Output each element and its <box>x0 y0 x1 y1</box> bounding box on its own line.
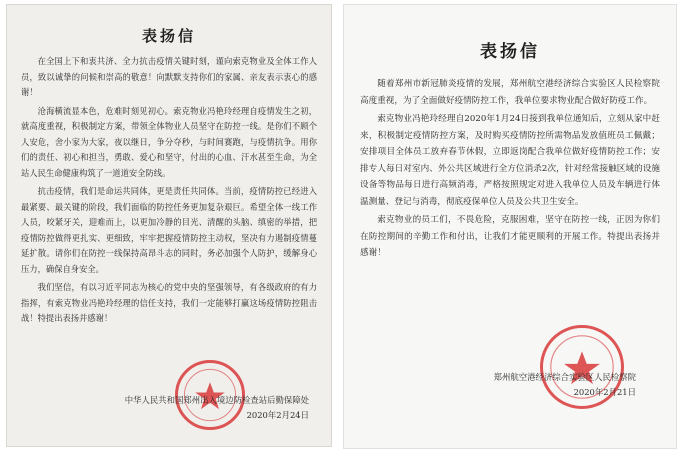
signature-block <box>125 393 309 423</box>
letter-title: 表扬信 <box>480 42 540 62</box>
letter-title: 表扬信 <box>141 27 196 45</box>
letter-paragraph: 抗击疫情，我们是命运共同体，更是责任共同体。当前，疫情防控已经进入最紧要、最关键的阶段，我们面临的防控任务更加复杂艰巨。希望全体一线工作人员，咬紧牙关，迎难而上，以更加冷静的目光、清醒的头脑、缜密的举措，把疫情防控做得更扎实、更细致，牢牢把握疫情防控主动权，坚决有力遏制疫情蔓延扩散。请你们在防控一线保持高昂斗志的同时，务必加强个人防护，缓解身心压力，确保自身安全。 <box>21 186 317 274</box>
letter-paragraph: 随着郑州市新冠肺炎疫情的发展，郑州航空港经济综合实验区人民检察院高度重视，为了全面做好疫情防控工作，我单位要求物业配合做好防疫工作。 <box>360 79 660 106</box>
signature-block <box>494 370 636 400</box>
letter-right <box>343 4 677 449</box>
signature-org: 郑州航空港经济综合实验区人民检察院 <box>493 372 636 382</box>
signature-date: 2020年2月24日 <box>246 410 309 420</box>
letter-paragraph: 我们坚信，有以习近平同志为核心的党中央的坚强领导，有各级政府的有力指挥，有索克物业冯艳玲经理的信任支持，我们一定能够打赢这场疫情防控阻击战！特提出表扬并感谢！ <box>21 282 317 323</box>
signature-org: 中华人民共和国郑州出入境边防检查站后勤保障处 <box>124 395 309 405</box>
letter-paragraph: 沧海横流显本色，危难时刻见初心。索克物业冯艳玲经理自疫情发生之初，就高度重视，积极制定方案，带领全体物业人员坚守在防控一线。是你们不顾个人安危，舍小家为大家，夜以继日，争分夺秒，与时间赛跑，与疫情抗争。用你们的责任、初心和担当，勇敢、爱心和坚守，付出的心血、汗水甚至生命，为全站人民生命健康构筑了一道道安全防线。 <box>21 105 317 178</box>
letter-paragraph: 在全国上下和衷共济、全力抗击疫情关键时刻，谨向索克物业及全体工作人员，致以诚挚的问候和崇高的敬意！向默默支持你们的家属、亲友表示衷心的感谢！ <box>21 56 317 97</box>
letter-paragraph: 索克物业的员工们，不畏危险，克服困难，坚守在防控一线，正因为你们在防控期间的辛勤工作和付出，让我们才能更顺利的开展工作。特提出表扬并感谢！ <box>360 215 660 258</box>
signature-date: 2020年2月21日 <box>573 387 636 397</box>
letter-paragraph: 索克物业冯艳玲经理自2020年1月24日接到我单位通知后，立刻从家中赶来，积极制定疫情防控方案，及时购买疫情防控所需物品发放值班员工佩戴；安排项目全体员工放弃春节休假，立即返岗配合我单位做好疫情防控工作；安排专人每日对室内、外公共区域进行全方位消杀2次，针对经常接触区域的设施设备等物品每日进行高频消毒，严格按照规定对进入我单位人员及车辆进行体温测量、登记与消毒，彻底疫保单位人员及公共卫生安全。 <box>360 114 660 207</box>
letter-left <box>6 4 332 447</box>
